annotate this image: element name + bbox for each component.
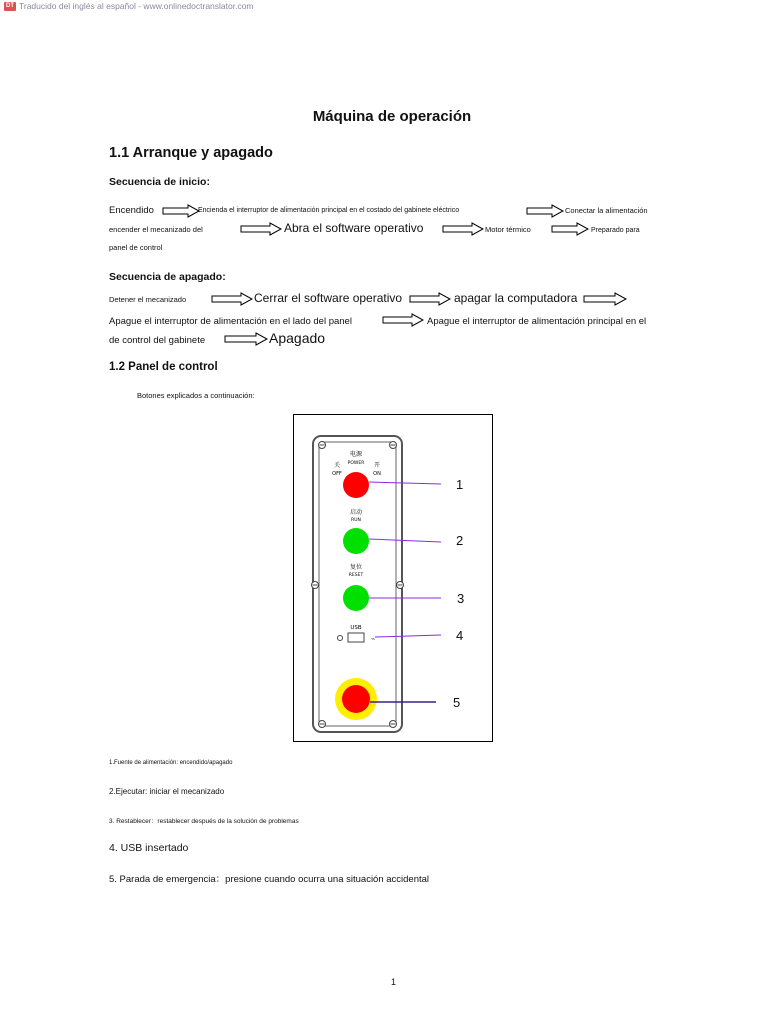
startup-step-open-software: Abra el software operativo xyxy=(284,221,424,235)
startup-step-main-switch: Encienda el interruptor de alimentación principal en el costado del gabinete eléctrico xyxy=(198,207,460,214)
startup-step-ready: Preparado para xyxy=(591,227,640,234)
translation-banner xyxy=(4,1,254,11)
arrow-right-icon xyxy=(442,222,484,236)
section-heading-startup-shutdown: 1.1 Arranque y apagado xyxy=(109,145,273,161)
shutdown-sequence-label: Secuencia de apagado: xyxy=(109,271,226,283)
note-run: 2.Ejecutar: iniciar el mecanizado xyxy=(109,787,225,796)
arrow-right-icon xyxy=(224,332,268,346)
screw-icon xyxy=(312,582,319,589)
arrow-right-icon xyxy=(551,222,589,236)
power-button[interactable] xyxy=(343,472,369,498)
section-heading-control-panel: 1.2 Panel de control xyxy=(109,361,218,373)
shutdown-step-close-software: Cerrar el software operativo xyxy=(254,291,403,305)
arrow-right-icon xyxy=(526,204,564,218)
translator-logo-icon: DT xyxy=(6,2,14,9)
arrow-right-icon xyxy=(162,204,200,218)
on-label-cn: 开 xyxy=(373,462,381,469)
usb-symbol-icon: ⌁ xyxy=(370,635,376,643)
callout-number-3: 3 xyxy=(457,591,465,606)
reset-button[interactable] xyxy=(343,585,369,611)
banner-text: Traducido del inglés al español - www.onlinedoctranslator.com xyxy=(19,1,254,11)
control-panel-drawing xyxy=(293,414,493,742)
arrow-right-icon xyxy=(211,292,253,306)
buttons-intro-text: Botones explicados a continuación: xyxy=(137,391,255,400)
power-label-en: POWER xyxy=(347,461,365,466)
reset-label-en: RESET xyxy=(348,573,364,578)
usb-label: USB xyxy=(350,625,362,631)
shutdown-step-off: Apagado xyxy=(269,330,326,346)
reset-label-cn: 复位 xyxy=(349,564,363,571)
note-usb: 4. USB insertado xyxy=(109,842,189,854)
note-reset: 3. Restablecer：restablecer después de la solución de problemas xyxy=(109,818,299,825)
startup-step-connect-power: Conectar la alimentación xyxy=(565,206,648,215)
page-number: 1 xyxy=(391,977,397,987)
screw-icon xyxy=(397,582,404,589)
shutdown-step-cabinet: de control del gabinete xyxy=(109,335,206,346)
callout-number-1: 1 xyxy=(456,477,464,492)
shutdown-step-panel-switch: Apague el interruptor de alimentación en el lado del panel xyxy=(109,316,352,327)
startup-step-power-on: Encendido xyxy=(109,205,154,216)
shutdown-step-stop-machining: Detener el mecanizado xyxy=(109,295,187,304)
callout-number-2: 2 xyxy=(456,533,464,548)
note-power: 1.Fuente de alimentación: encendido/apagado xyxy=(109,760,233,766)
off-label-cn: 关 xyxy=(333,462,341,469)
callout-number-5: 5 xyxy=(453,695,461,710)
run-label-cn: 启动 xyxy=(349,509,363,516)
arrow-right-icon xyxy=(382,313,424,327)
shutdown-step-main-switch: Apague el interruptor de alimentación principal en el xyxy=(427,316,647,327)
run-label-en: RUN xyxy=(351,518,361,523)
usb-port[interactable] xyxy=(348,633,364,642)
screw-icon xyxy=(390,721,397,728)
arrow-right-icon xyxy=(409,292,451,306)
startup-step-motor-warmup: Motor térmico xyxy=(485,225,531,234)
startup-sequence-label: Secuencia de inicio: xyxy=(109,176,210,188)
off-label-en: OFF xyxy=(332,471,342,477)
note-emergency-stop: 5. Parada de emergencia：presione cuando ocurra una situación accidental xyxy=(109,874,430,885)
startup-step-turn-on-machining: encender el mecanizado del xyxy=(109,225,203,234)
emergency-stop-button[interactable] xyxy=(342,685,370,713)
power-label-cn: 电源 xyxy=(349,451,363,458)
run-button[interactable] xyxy=(343,528,369,554)
arrow-right-icon xyxy=(583,292,627,306)
screw-icon xyxy=(319,721,326,728)
on-label-en: ON xyxy=(373,471,381,477)
page-title: Máquina de operación xyxy=(312,108,472,125)
screw-icon xyxy=(319,442,326,449)
startup-step-control-panel: panel de control xyxy=(109,243,163,252)
arrow-right-icon xyxy=(240,222,282,236)
shutdown-step-shutdown-computer: apagar la computadora xyxy=(454,291,578,305)
screw-icon xyxy=(390,442,397,449)
callout-number-4: 4 xyxy=(456,628,464,643)
usb-indicator-icon xyxy=(338,636,343,641)
